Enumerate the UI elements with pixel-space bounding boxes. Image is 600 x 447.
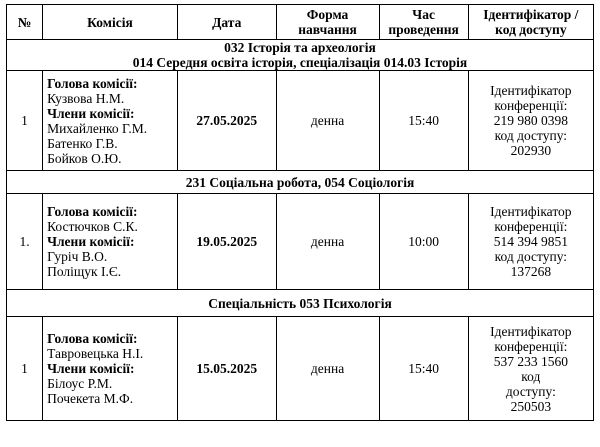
section-row (7, 171, 594, 194)
row-number: 1. (7, 194, 43, 290)
conference-id: 219 980 0398 (493, 113, 568, 128)
conference-id-label-line1: Ідентифікатор (490, 323, 572, 339)
member-name: Білоус Р.М. (47, 376, 113, 391)
exam-time: 15:40 (379, 317, 468, 421)
conference-access (468, 71, 593, 171)
conference-id-label-line2: конференції: (494, 338, 568, 354)
exam-date: 19.05.2025 (177, 194, 276, 290)
study-form: денна (276, 317, 379, 421)
chair-name: Тавровецька Н.І. (47, 346, 144, 361)
conference-id-label-line2: конференції: (494, 98, 568, 113)
members-label: Члени комісії: (47, 105, 135, 121)
access-code-label: код доступу: (494, 128, 568, 143)
header-access-id-line1: Ідентифікатор / (483, 7, 579, 22)
header-study-form-line2: навчання (298, 22, 357, 37)
row-number: 1 (7, 71, 43, 171)
member-name: Почекета М.Ф. (47, 391, 134, 406)
header-number: № (7, 5, 43, 40)
conference-id-label-line2: конференції: (494, 219, 568, 234)
header-access-id (468, 5, 593, 40)
chair-label: Голова комісії: (47, 75, 138, 91)
access-code-label-line2: доступу: (505, 383, 556, 399)
members-label: Члени комісії: (47, 361, 135, 376)
conference-id: 514 394 9851 (493, 234, 568, 249)
section-row (7, 290, 594, 317)
exam-time: 15:40 (379, 71, 468, 171)
section-title-line1: 032 Історія та археологія (224, 40, 376, 55)
commission-members (43, 194, 178, 290)
header-time-line1: Час (412, 7, 435, 22)
commission-members (43, 317, 178, 421)
chair-name: Костючков С.К. (47, 219, 138, 234)
member-name: Поліщук І.Є. (47, 264, 122, 279)
access-code-label: код (521, 368, 541, 384)
conference-access (468, 194, 593, 290)
access-code: 202930 (510, 143, 552, 158)
chair-name: Кузвова Н.М. (47, 90, 125, 106)
member-name: Гуріч В.О. (47, 249, 108, 264)
conference-id-label-line1: Ідентифікатор (490, 204, 572, 219)
header-study-form (276, 5, 379, 40)
conference-id-label-line1: Ідентифікатор (490, 83, 572, 98)
conference-id: 537 233 1560 (493, 353, 568, 369)
commission-schedule-table (6, 4, 594, 421)
member-name: Бойков О.Ю. (47, 150, 122, 166)
exam-time: 10:00 (379, 194, 468, 290)
header-study-form-line1: Форма (306, 7, 349, 22)
section-row (7, 40, 594, 71)
row-number: 1 (7, 317, 43, 421)
section-title: Спеціальність 053 Психологія (7, 290, 594, 317)
access-code: 250503 (510, 398, 552, 414)
table-row (7, 317, 594, 421)
table-row (7, 194, 594, 290)
members-label: Члени комісії: (47, 234, 135, 249)
chair-label: Голова комісії: (47, 204, 138, 219)
access-code-label: код доступу: (494, 249, 568, 264)
section-title-line2: 014 Середня освіта історія, спеціалізація 014.03 Історія (132, 55, 468, 70)
header-time-line2: проведення (388, 22, 459, 37)
header-date: Дата (177, 5, 276, 40)
access-code: 137268 (510, 264, 552, 279)
header-time (379, 5, 468, 40)
section-title (7, 40, 594, 71)
conference-access (468, 317, 593, 421)
commission-members (43, 71, 178, 171)
study-form: денна (276, 71, 379, 171)
header-commission: Комісія (43, 5, 178, 40)
table-header-row (7, 5, 594, 40)
exam-date: 27.05.2025 (177, 71, 276, 171)
study-form: денна (276, 194, 379, 290)
exam-date: 15.05.2025 (177, 317, 276, 421)
table-row (7, 71, 594, 171)
section-title: 231 Соціальна робота, 054 Соціологія (7, 171, 594, 194)
member-name: Михайленко Г.М. (47, 120, 148, 136)
member-name: Батенко Г.В. (47, 135, 118, 151)
header-access-id-line2: код доступу (495, 22, 567, 37)
chair-label: Голова комісії: (47, 331, 138, 346)
